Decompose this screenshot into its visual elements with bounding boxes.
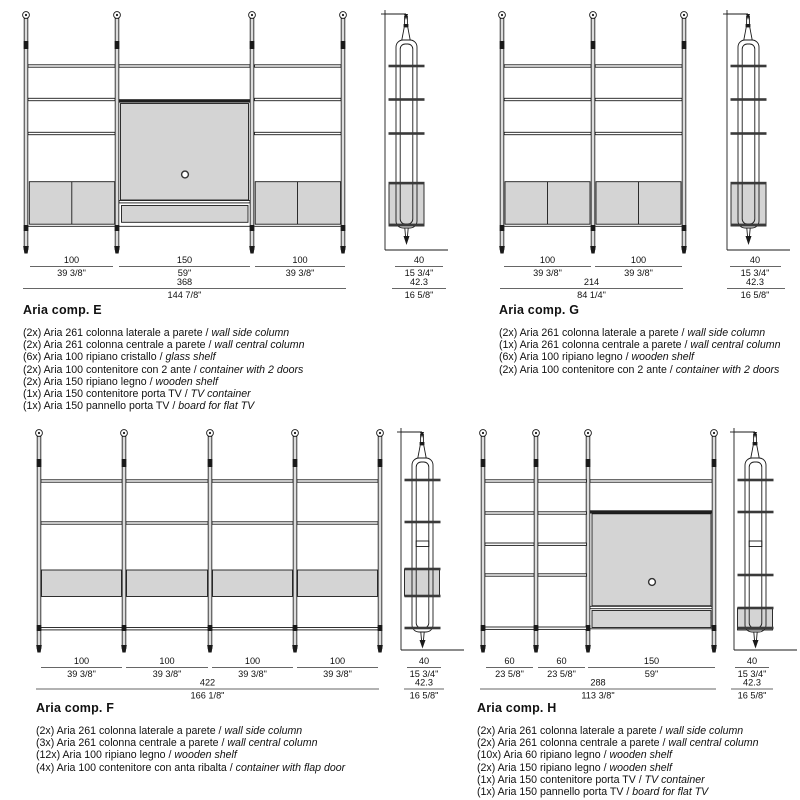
- dim-depth-inch: 15 3/4": [737, 669, 767, 679]
- dim-depth-inch: 16 5/8": [404, 290, 434, 300]
- tv-panel-knob: [649, 579, 656, 586]
- dim-cm: 100: [73, 656, 90, 666]
- list-item: (2x) Aria 150 ripiano legno / wooden shelf: [23, 375, 218, 388]
- dim-inch: 39 3/8": [57, 268, 86, 278]
- comp-g-dimensions: [500, 255, 785, 300]
- dim-total-inch: 84 1/4": [577, 290, 606, 300]
- list-item: (6x) Aria 100 ripiano cristallo / glass shelf: [23, 351, 216, 364]
- comp-e-dimensions: [23, 255, 446, 300]
- dim-total-inch: 113 3/8": [581, 690, 615, 701]
- comp-f-title: Aria comp. F: [36, 701, 115, 715]
- list-item: (2x) Aria 261 colonna laterale a parete / wall side column: [36, 725, 303, 737]
- comp-h-drawing: [470, 420, 800, 700]
- comp-g-title: Aria comp. G: [499, 303, 580, 317]
- dim-cm: 100: [292, 255, 308, 265]
- dim-depth-cm: 42.3: [410, 277, 428, 287]
- dim-depth-cm: 42.3: [415, 677, 433, 688]
- dim-depth-inch: 15 3/4": [740, 268, 770, 278]
- dim-depth-cm: 42.3: [743, 677, 761, 688]
- dim-depth-cm: 42.3: [746, 277, 764, 287]
- dim-cm: 100: [159, 656, 175, 666]
- dim-inch: 39 3/8": [285, 268, 315, 278]
- list-item: (1x) Aria 150 pannello porta TV / board for flat TV: [23, 400, 255, 413]
- comp-f-side-view: [397, 428, 464, 650]
- list-item: (1x) Aria 150 pannello porta TV / board for flat TV: [477, 786, 709, 799]
- dim-depth-inch: 15 3/4": [404, 268, 434, 278]
- dim-total-cm: 422: [199, 677, 216, 688]
- dim-total-inch: 166 1/8": [190, 690, 225, 701]
- dim-cm: 150: [643, 656, 660, 666]
- dim-cm: 150: [176, 255, 193, 265]
- dim-cm: 100: [539, 255, 556, 265]
- dim-cm: 60: [556, 656, 567, 666]
- dim-total-cm: 214: [583, 277, 600, 287]
- dim-cm: 100: [329, 656, 346, 666]
- list-item: (2x) Aria 261 colonna laterale a parete / wall side column: [23, 327, 290, 339]
- dim-inch: 39 3/8": [152, 669, 182, 679]
- comp-e-title: Aria comp. E: [23, 303, 102, 317]
- flap-door-container: [42, 570, 122, 597]
- comp-h-title: Aria comp. H: [477, 701, 557, 715]
- dim-inch: 39 3/8": [238, 669, 267, 679]
- list-item: (4x) Aria 100 contenitore con anta ribalta / container with flap door: [36, 761, 346, 774]
- list-item: (10x) Aria 60 ripiano legno / wooden shelf: [477, 749, 672, 762]
- comp-f-front-view: [36, 430, 384, 653]
- comp-e-side-view: [381, 10, 448, 250]
- dim-depth-cm: 40: [746, 656, 758, 666]
- list-item: (12x) Aria 100 ripiano legno / wooden shelf: [36, 749, 237, 762]
- comp-h-front-view: [480, 430, 718, 653]
- flap-door-container: [127, 570, 208, 597]
- list-item: (2x) Aria 100 contenitore con 2 ante / container with 2 doors: [23, 363, 304, 376]
- list-item: (2x) Aria 261 colonna laterale a parete / wall side column: [499, 327, 766, 339]
- comp-f-dimensions: [36, 656, 444, 701]
- dim-cm: 60: [504, 656, 515, 666]
- dim-inch: 39 3/8": [533, 268, 562, 278]
- flap-door-container: [298, 570, 378, 597]
- dim-depth-cm: 40: [418, 656, 430, 666]
- comp-e-info: [23, 303, 323, 412]
- dim-cm: 100: [244, 656, 261, 666]
- list-item: (1x) Aria 150 contenitore porta TV / TV container: [23, 388, 251, 401]
- dim-inch: 23 5/8": [547, 669, 576, 679]
- list-item: (2x) Aria 150 ripiano legno / wooden shelf: [477, 761, 672, 774]
- list-item: (2x) Aria 261 colonna centrale a parete / wall central column: [23, 339, 305, 352]
- dim-cm: 100: [630, 255, 647, 265]
- comp-e-front-view: [23, 12, 347, 254]
- dim-inch: 23 5/8": [495, 669, 524, 679]
- dim-depth-inch: 16 5/8": [409, 690, 439, 701]
- tv-panel: [121, 104, 249, 201]
- tv-container: [122, 206, 249, 223]
- list-item: (6x) Aria 100 ripiano legno / wooden shelf: [499, 351, 694, 364]
- dim-inch: 39 3/8": [323, 669, 352, 679]
- comp-h-side-view: [730, 428, 797, 650]
- comp-g-front-view: [499, 12, 688, 254]
- dim-depth-inch: 16 5/8": [740, 290, 770, 300]
- comp-g-info: [499, 303, 799, 376]
- dim-depth-cm: 40: [413, 255, 425, 265]
- list-item: (2x) Aria 100 contenitore con 2 ante / container with 2 doors: [499, 363, 780, 376]
- dim-total-inch: 144 7/8": [167, 290, 202, 300]
- comp-h-dimensions: [480, 656, 773, 701]
- tv-panel: [592, 514, 711, 606]
- list-item: (3x) Aria 261 colonna centrale a parete / wall central column: [36, 737, 318, 750]
- comp-g-side-view: [723, 10, 790, 250]
- list-item: (1x) Aria 261 colonna centrale a parete / wall central column: [499, 339, 781, 352]
- comp-h-info: [477, 701, 777, 798]
- dim-inch: 39 3/8": [624, 268, 653, 278]
- list-item: (2x) Aria 261 colonna laterale a parete / wall side column: [477, 725, 744, 737]
- tv-container: [592, 611, 711, 628]
- dim-depth-inch: 16 5/8": [737, 690, 767, 701]
- dim-inch: 39 3/8": [67, 669, 96, 679]
- list-item: (2x) Aria 261 colonna centrale a parete / wall central column: [477, 737, 759, 750]
- dim-inch: 59": [644, 669, 659, 679]
- dim-depth-cm: 40: [749, 255, 761, 265]
- dim-total-cm: 368: [176, 277, 193, 287]
- dim-cm: 100: [63, 255, 80, 265]
- comp-e-drawing: [10, 5, 460, 300]
- comp-g-drawing: [480, 5, 795, 300]
- dim-inch: 59": [177, 268, 192, 278]
- dim-depth-inch: 15 3/4": [409, 669, 439, 679]
- tv-panel-knob: [182, 171, 189, 178]
- comp-f-info: [36, 701, 346, 774]
- flap-door-container: [213, 570, 293, 597]
- dim-total-cm: 288: [590, 677, 606, 688]
- list-item: (1x) Aria 150 contenitore porta TV / TV container: [477, 773, 705, 786]
- comp-f-drawing: [20, 420, 460, 700]
